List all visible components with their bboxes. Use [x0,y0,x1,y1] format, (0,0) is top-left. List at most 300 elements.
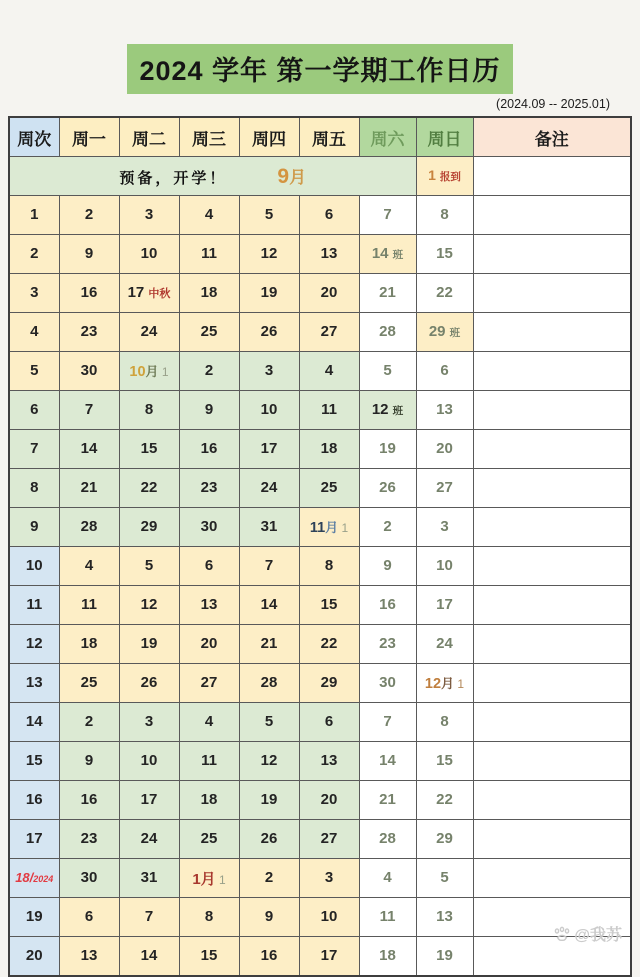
day-cell [359,274,416,313]
cell-text: 1月 [192,870,216,888]
header-cell [119,117,179,157]
remark-cell [473,859,631,898]
header-cell [359,117,416,157]
cell-text: 9 [277,165,290,188]
week-number-cell [9,898,59,937]
cell-text: 27 [200,674,218,691]
day-cell [359,352,416,391]
cell-text: 26 [260,830,278,847]
cell-text: 8 [204,908,214,925]
day-cell [119,196,179,235]
day-cell [119,391,179,430]
cell-text: 6 [324,206,334,223]
day-cell [416,508,473,547]
day-cell [416,196,473,235]
date-range: (2024.09 -- 2025.01) [496,97,610,111]
day-cell [299,781,359,820]
week-number-cell [9,703,59,742]
header-cell [9,117,59,157]
week-number-cell [9,469,59,508]
table-row [9,391,631,430]
remark-cell [473,586,631,625]
day-cell [416,352,473,391]
cell-text: 12 [260,245,278,262]
week-number-cell [9,196,59,235]
day-cell [239,859,299,898]
day-cell [179,703,239,742]
cell-text: 30 [80,362,98,379]
day-cell [179,898,239,937]
day-cell [119,235,179,274]
week-number-cell [9,742,59,781]
day-cell [299,469,359,508]
cell-text: 16 [379,596,396,613]
cell-text: 2 [264,869,274,886]
header-cell [416,117,473,157]
table-row [9,625,631,664]
day-cell [59,898,119,937]
day-cell [416,586,473,625]
table-row [9,508,631,547]
cell-text: 25 [320,479,338,496]
cell-text: 12 [25,635,43,652]
day-cell [119,430,179,469]
day-cell [359,508,416,547]
day-cell [179,274,239,313]
cell-text: 周三 [192,129,226,149]
cell-text: 13 [436,908,453,925]
day-cell [179,859,239,898]
cell-text: 预备，开学！ [119,170,228,187]
cell-text: 1 [454,677,465,691]
day-cell [179,664,239,703]
day-cell [359,937,416,977]
week-number-cell [9,508,59,547]
day-cell [299,703,359,742]
cell-text: 12 [424,676,442,692]
cell-text: 3 [144,206,154,223]
cell-text: 9 [383,557,392,574]
cell-text: 9 [84,245,94,262]
cell-text: 23 [379,635,396,652]
day-cell [239,703,299,742]
cell-text: 周二 [132,129,166,149]
cell-text: 14 [260,596,278,613]
cell-text: 20 [320,791,338,808]
day-cell [359,196,416,235]
cell-text: 月 [325,520,339,535]
cell-text: 9 [204,401,214,418]
day-cell [59,859,119,898]
day-cell [299,937,359,977]
cell-text: 2 [30,245,39,262]
remark-cell [473,742,631,781]
cell-text: 8 [440,713,449,730]
cell-text: 11 [201,245,217,262]
cell-text: 7 [264,557,274,574]
cell-text: 26 [379,479,396,496]
cell-text: 16 [25,791,43,808]
remark-cell [473,469,631,508]
week-number-cell [9,781,59,820]
cell-text: 13 [320,245,338,262]
cell-text: 31 [260,518,278,535]
week-number-cell [9,547,59,586]
week-number-cell [9,391,59,430]
day-cell [416,859,473,898]
day-cell [59,391,119,430]
day-cell [416,742,473,781]
day-cell [416,937,473,977]
cell-text: 班 [392,405,404,417]
cell-text: 15 [140,440,158,457]
cell-text: 5 [383,362,392,379]
day-cell [359,430,416,469]
day-cell [299,196,359,235]
cell-text: 中秋 [148,288,171,300]
cell-text: 29 [436,830,453,847]
watermark-text: @我苏 [574,927,622,944]
day-cell [416,235,473,274]
day-cell [119,547,179,586]
cell-text: 18/ [15,870,34,885]
cell-text: 16 [80,791,98,808]
week-number-cell [9,820,59,859]
cell-text: 19 [436,947,453,964]
cell-text: 班 [392,249,404,261]
day-cell [359,859,416,898]
cell-text: 7 [383,713,392,730]
remark-cell [473,664,631,703]
day-cell [416,157,473,196]
day-cell [119,703,179,742]
cell-text: 6 [204,557,214,574]
remark-cell [473,391,631,430]
cell-text: 21 [379,791,396,808]
cell-text: 18 [320,440,338,457]
cell-text: 20 [436,440,453,457]
cell-text: 18 [379,947,396,964]
day-cell [179,235,239,274]
day-cell [119,937,179,977]
cell-text: 7 [84,401,94,418]
day-cell [239,508,299,547]
table-row [9,196,631,235]
day-cell [119,469,179,508]
day-cell [179,313,239,352]
table-row [9,742,631,781]
day-cell [239,586,299,625]
day-cell [239,196,299,235]
cell-text: 30 [379,674,396,691]
day-cell [359,781,416,820]
cell-text: 15 [25,752,43,769]
day-cell [179,352,239,391]
day-cell [179,547,239,586]
day-cell [359,391,416,430]
day-cell [59,274,119,313]
cell-text: 2 [84,713,94,730]
cell-text: 25 [200,830,218,847]
cell-text: 24 [140,323,158,340]
day-cell [416,274,473,313]
cell-text: 1 [30,206,39,223]
cell-text: 16 [200,440,218,457]
cell-text: 11 [321,401,337,418]
day-cell [59,742,119,781]
cell-text: 22 [320,635,338,652]
day-cell [299,508,359,547]
day-cell [416,781,473,820]
cell-text: 14 [80,440,98,457]
week-number-cell [9,430,59,469]
table-row [9,430,631,469]
cell-text: 15 [436,245,453,262]
day-cell [179,508,239,547]
cell-text: 28 [80,518,98,535]
cell-text: 1 [428,167,440,183]
cell-text: 2 [204,362,214,379]
cell-text: 25 [200,323,218,340]
day-cell [359,820,416,859]
cell-text: 19 [260,791,278,808]
day-cell [59,664,119,703]
cell-text: 8 [440,206,449,223]
day-cell [239,664,299,703]
day-cell [239,898,299,937]
cell-text: 24 [140,830,158,847]
cell-text: 13 [436,401,453,418]
cell-text: 8 [144,401,154,418]
day-cell [59,586,119,625]
table-row [9,547,631,586]
table-row [9,898,631,937]
day-cell [59,313,119,352]
day-cell [239,781,299,820]
cell-text: 11 [201,752,217,769]
table-row [9,820,631,859]
cell-text: 3 [324,869,334,886]
cell-text: 5 [30,362,39,379]
day-cell [359,313,416,352]
day-cell [239,937,299,977]
cell-text: 9 [264,908,274,925]
day-cell [239,352,299,391]
cell-text: 26 [260,323,278,340]
day-cell [239,625,299,664]
day-cell [416,664,473,703]
cell-text: 14 [140,947,158,964]
day-cell [416,703,473,742]
day-cell [59,235,119,274]
day-cell [59,781,119,820]
day-cell [299,820,359,859]
cell-text: 31 [140,869,158,886]
day-cell [119,313,179,352]
remark-cell [473,625,631,664]
day-cell [239,547,299,586]
cell-text: 12 [371,401,393,418]
cell-text: 7 [30,440,39,457]
cell-text: 9 [30,518,39,535]
day-cell [59,430,119,469]
day-cell [359,898,416,937]
day-cell [299,274,359,313]
cell-text: 6 [30,401,39,418]
cell-text: 1 [158,365,169,379]
table-row [9,859,631,898]
cell-text: 30 [80,869,98,886]
remark-cell [473,547,631,586]
day-cell [179,586,239,625]
header-row [9,117,631,157]
cell-text: 28 [379,323,396,340]
day-cell [239,742,299,781]
day-cell [239,820,299,859]
day-cell [119,586,179,625]
cell-text: 4 [324,362,334,379]
table-row [9,469,631,508]
cell-text: 22 [436,284,453,301]
day-cell [119,820,179,859]
cell-text: 5 [264,713,274,730]
week-number-cell [9,625,59,664]
table-row [9,274,631,313]
cell-text: 6 [324,713,334,730]
cell-text: 月 [441,676,455,691]
week-number-cell [9,586,59,625]
day-cell [119,742,179,781]
cell-text: 2 [383,518,392,535]
day-cell [119,274,179,313]
table-row [9,586,631,625]
cell-text: 13 [80,947,98,964]
header-cell [473,117,631,157]
day-cell [299,742,359,781]
header-cell [239,117,299,157]
day-cell [359,235,416,274]
cell-text: 11 [379,908,396,925]
day-cell [179,625,239,664]
cell-text: 14 [371,245,393,262]
week-number-cell [9,664,59,703]
remark-cell [473,430,631,469]
cell-text: 周六 [370,129,405,149]
cell-text: 17 [260,440,278,457]
cell-text: 19 [260,284,278,301]
remark-cell [473,157,631,196]
day-cell [179,196,239,235]
cell-text: 10 [436,557,453,574]
day-cell [359,625,416,664]
cell-text: 24 [436,635,453,652]
cell-text: 周次 [17,129,52,149]
day-cell [119,664,179,703]
cell-text: 17 [140,791,158,808]
cell-text: 1 [338,521,349,535]
cell-text: 报到 [439,171,461,183]
day-cell [119,625,179,664]
day-cell [416,469,473,508]
cell-text: 周日 [427,129,462,149]
day-cell [239,235,299,274]
cell-text: 24 [260,479,278,496]
day-cell [239,274,299,313]
cell-text: 10 [25,557,43,574]
cell-text: 7 [383,206,392,223]
cell-text: 月 [289,168,307,187]
day-cell [299,859,359,898]
cell-text: 5 [144,557,154,574]
remark-cell [473,781,631,820]
paw-logo-icon [553,925,571,943]
day-cell [239,391,299,430]
day-cell [416,391,473,430]
cell-text: 周四 [252,129,286,149]
day-cell [59,508,119,547]
day-cell [59,469,119,508]
cell-text: 20 [200,635,218,652]
header-cell [299,117,359,157]
cell-text: 周五 [312,129,346,149]
day-cell [299,313,359,352]
cell-text: 班 [449,327,461,339]
table-row [9,937,631,977]
cell-text: 27 [320,830,338,847]
cell-text: 2024 [33,874,54,884]
cell-text: 3 [440,518,449,535]
day-cell [416,625,473,664]
cell-text: 8 [324,557,334,574]
cell-text: 9 [84,752,94,769]
day-cell [59,625,119,664]
day-cell [59,547,119,586]
cell-text: 28 [260,674,278,691]
cell-text: 11 [26,596,43,613]
cell-text: 15 [200,947,218,964]
cell-text: 25 [80,674,98,691]
day-cell [359,664,416,703]
cell-text: 17 [127,284,149,301]
cell-text: 22 [140,479,158,496]
cell-text: 18 [200,284,218,301]
table-row [9,664,631,703]
day-cell [416,430,473,469]
day-cell [299,430,359,469]
table-row [9,781,631,820]
cell-text: 27 [320,323,338,340]
cell-text: 17 [436,596,453,613]
day-cell [239,313,299,352]
week-number-cell [9,352,59,391]
cell-text: 8 [30,479,39,496]
cell-text: 20 [320,284,338,301]
day-cell [416,820,473,859]
cell-text: 12 [260,752,278,769]
watermark [553,922,622,945]
cell-text: 11 [309,520,326,536]
day-cell [359,547,416,586]
cell-text: 23 [200,479,218,496]
day-cell [239,469,299,508]
cell-text: 10 [129,364,146,380]
cell-text: 3 [30,284,39,301]
cell-text: 17 [25,830,43,847]
day-cell [179,391,239,430]
day-cell [416,547,473,586]
week-number-cell [9,937,59,977]
cell-text: 5 [440,869,449,886]
